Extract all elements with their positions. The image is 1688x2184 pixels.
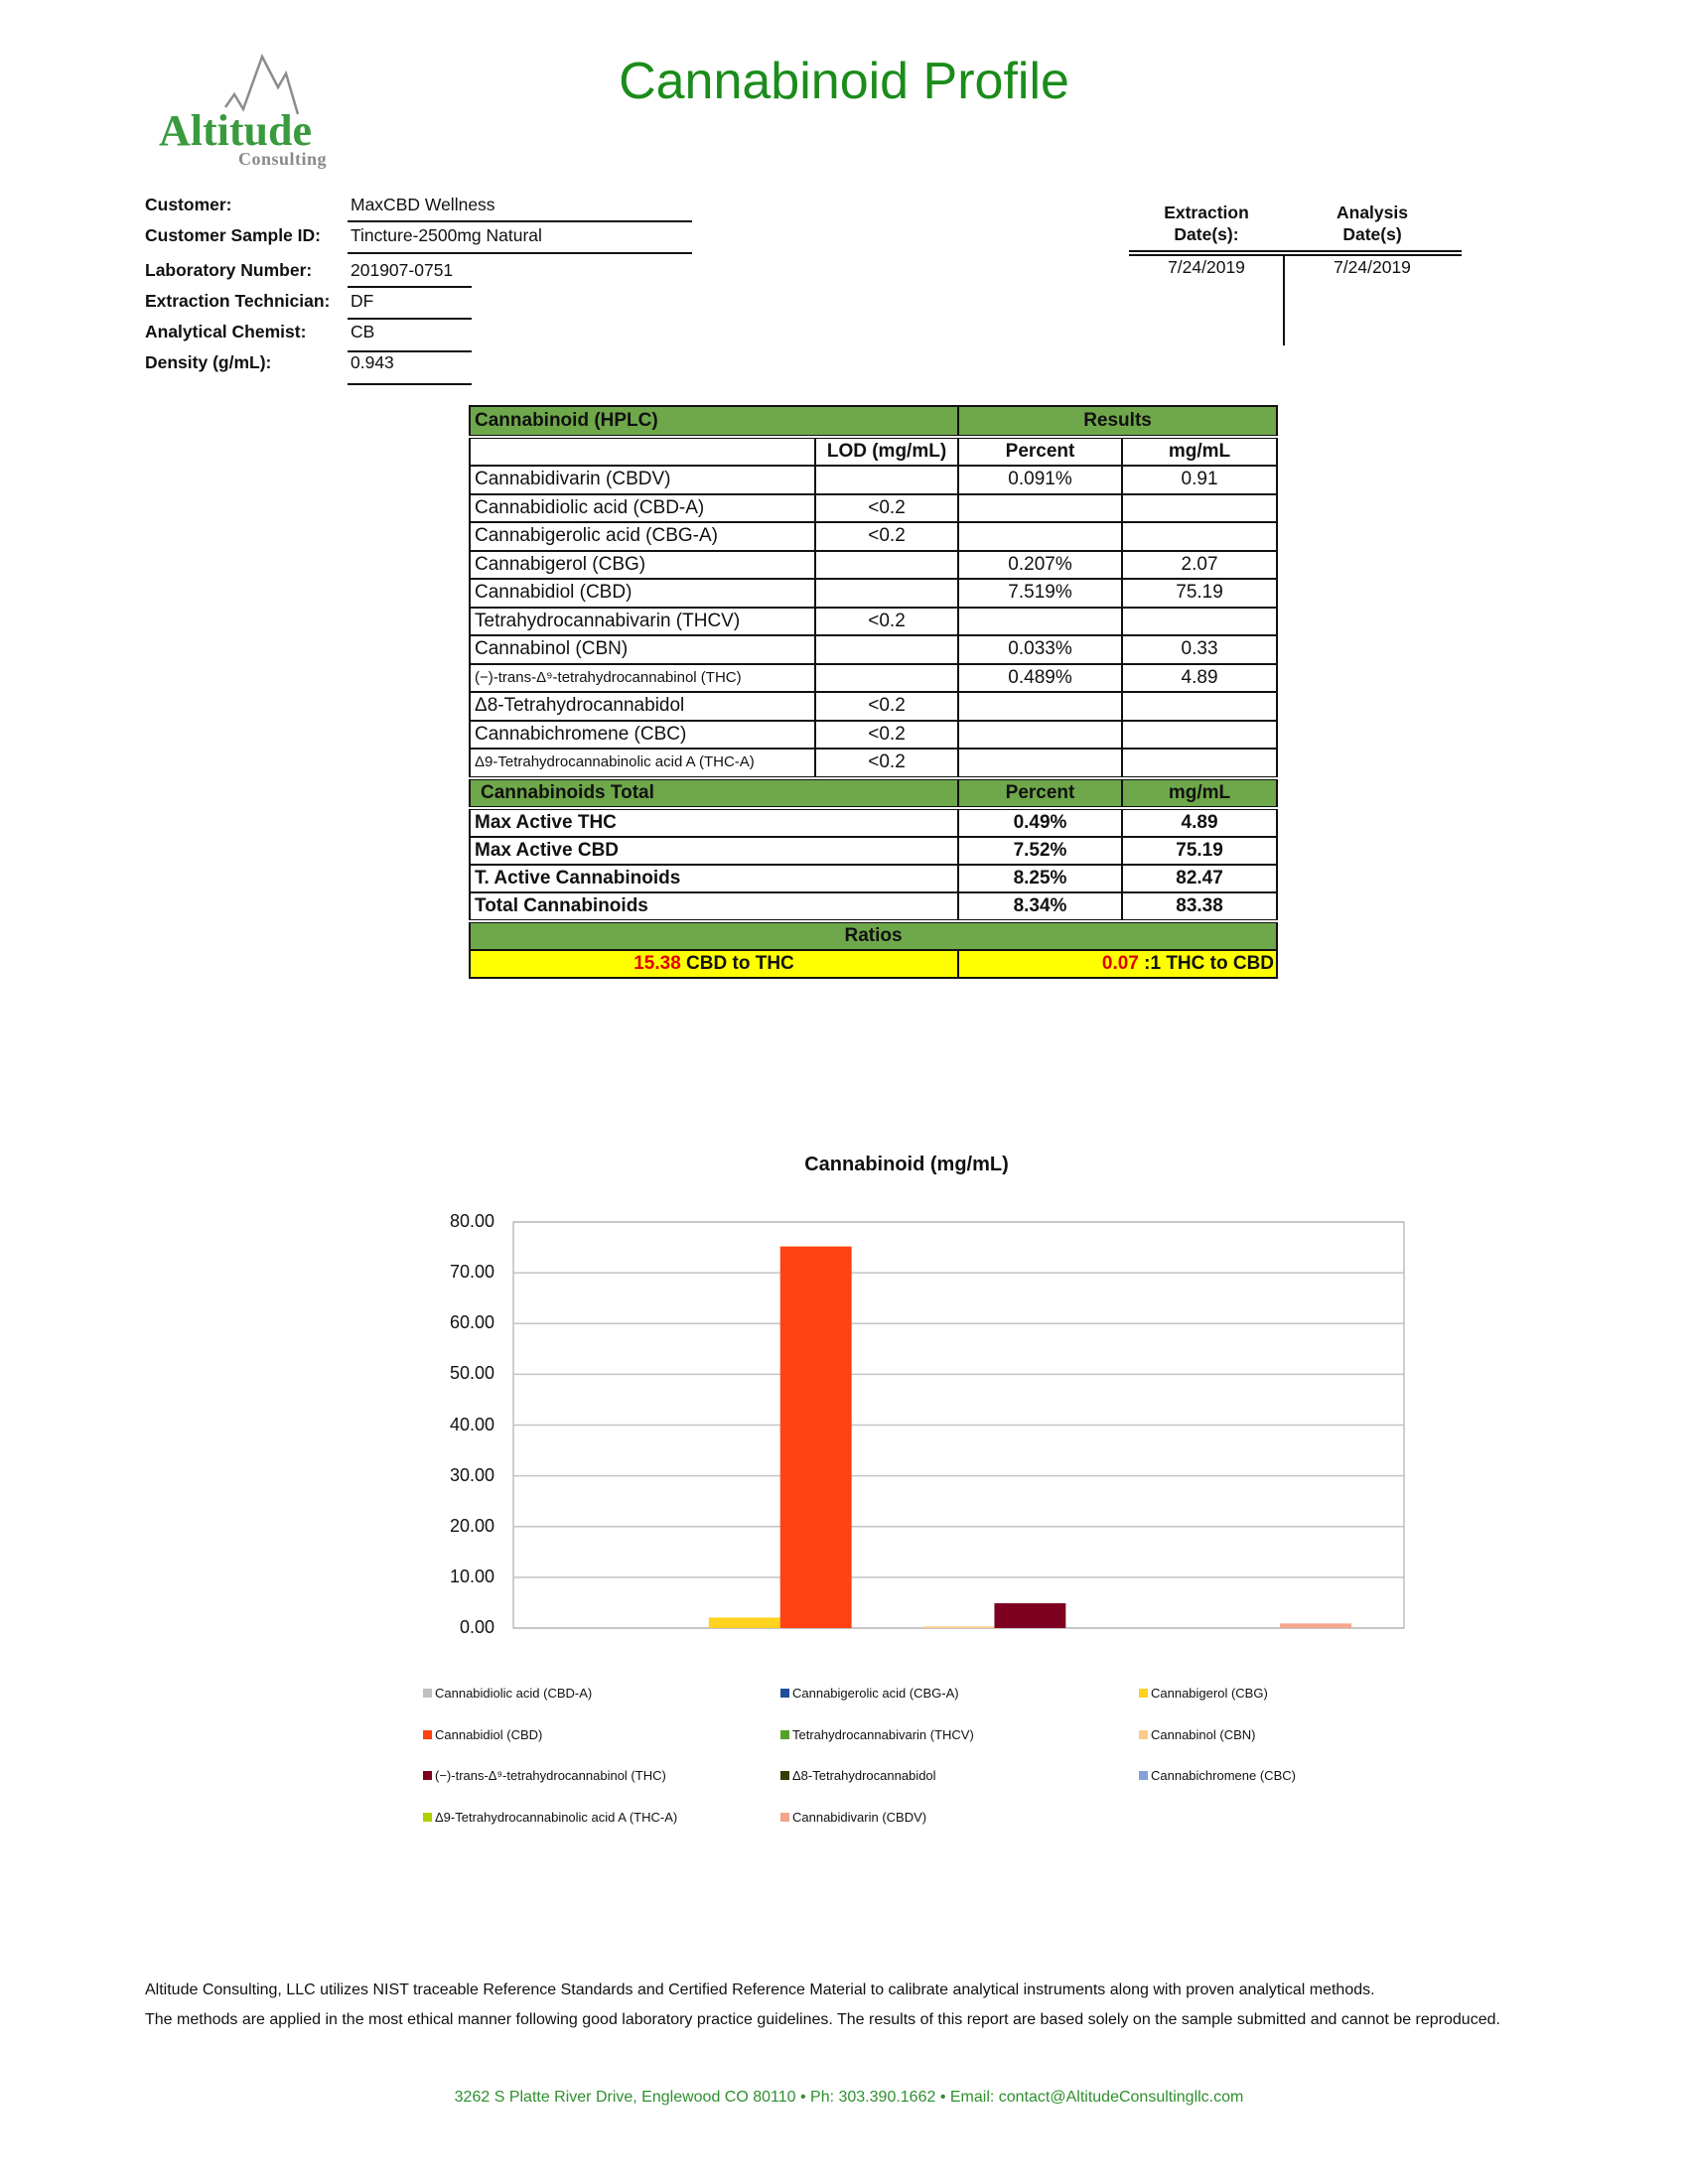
- bar-11: [1280, 1623, 1351, 1628]
- bar-7: [994, 1603, 1065, 1628]
- legend-item: [423, 1686, 592, 1701]
- legend-item: [1139, 1768, 1296, 1783]
- total-mgml: 75.19: [1122, 837, 1277, 865]
- sample-id-value: Tincture-2500mg Natural: [351, 225, 542, 245]
- totals-header-label: Cannabinoids Total: [470, 778, 958, 808]
- extraction-header-line1: Extraction: [1164, 203, 1249, 222]
- analyte-mgml: 0.33: [1122, 635, 1277, 664]
- legend-label: Tetrahydrocannabivarin (THCV): [792, 1727, 974, 1742]
- analyte-percent: 7.519%: [958, 579, 1122, 608]
- technician-value: DF: [351, 291, 374, 311]
- legend-swatch-icon: [780, 1730, 789, 1739]
- density-label: Density (g/mL):: [145, 352, 272, 372]
- analysis-header-line2: Date(s): [1342, 224, 1402, 244]
- legend-item: [423, 1810, 677, 1825]
- lab-number-label: Laboratory Number:: [145, 260, 313, 280]
- subheader-percent: Percent: [958, 437, 1122, 466]
- total-mgml: 82.47: [1122, 865, 1277, 892]
- subheader-mgml: mg/mL: [1122, 437, 1277, 466]
- analyte-percent: 0.207%: [958, 551, 1122, 580]
- legend-item: [1139, 1686, 1268, 1701]
- legend-item: [780, 1686, 959, 1701]
- bar-6: [923, 1626, 995, 1628]
- analyte-lod: <0.2: [815, 749, 958, 778]
- ratio-thc-to-cbd-label: :1 THC to CBD: [1138, 952, 1275, 974]
- analyte-percent: 0.489%: [958, 664, 1122, 693]
- legend-label: Cannabigerol (CBG): [1151, 1686, 1268, 1701]
- legend-label: Cannabidivarin (CBDV): [792, 1810, 927, 1825]
- analyte-name: Δ9-Tetrahydrocannabinolic acid A (THC-A): [470, 749, 815, 778]
- y-tick-label: 20.00: [449, 1515, 494, 1536]
- total-mgml: 83.38: [1122, 892, 1277, 921]
- sample-id-label: Customer Sample ID:: [145, 225, 321, 245]
- total-mgml: 4.89: [1122, 808, 1277, 837]
- y-tick-label: 60.00: [449, 1312, 494, 1333]
- bar-4: [780, 1247, 852, 1628]
- y-tick-label: 10.00: [449, 1566, 494, 1586]
- ratio-cbd-to-thc-label: CBD to THC: [680, 952, 794, 974]
- legend-label: Cannabichromene (CBC): [1151, 1768, 1296, 1783]
- analyte-name: Cannabichromene (CBC): [470, 721, 815, 750]
- page-title: Cannabinoid Profile: [619, 53, 1069, 110]
- analysis-header-line1: Analysis: [1336, 203, 1408, 222]
- legend-swatch-icon: [780, 1771, 789, 1780]
- chemist-value: CB: [351, 322, 375, 341]
- analyte-name: Cannabigerolic acid (CBG-A): [470, 522, 815, 551]
- extraction-date-value: 7/24/2019: [1168, 257, 1245, 277]
- legend-swatch-icon: [1139, 1730, 1148, 1739]
- customer-value: MaxCBD Wellness: [351, 195, 495, 214]
- total-name: Max Active CBD: [470, 837, 958, 865]
- legend-swatch-icon: [1139, 1771, 1148, 1780]
- totals-header-mgml: mg/mL: [1122, 778, 1277, 808]
- total-name: Total Cannabinoids: [470, 892, 958, 921]
- legend-item: [780, 1727, 974, 1742]
- analyte-mgml: 0.91: [1122, 466, 1277, 494]
- legend-label: Δ8-Tetrahydrocannabidol: [792, 1768, 936, 1783]
- legend-swatch-icon: [423, 1689, 432, 1698]
- extraction-header-line2: Date(s):: [1174, 224, 1239, 244]
- totals-header-percent: Percent: [958, 778, 1122, 808]
- logo-wordmark: Altitude: [159, 106, 312, 155]
- analyte-lod: <0.2: [815, 721, 958, 750]
- ratio-thc-to-cbd-value: 0.07: [1101, 952, 1139, 974]
- legend-item: [780, 1768, 936, 1783]
- legend-label: Cannabigerolic acid (CBG-A): [792, 1686, 959, 1701]
- analyte-lod: <0.2: [815, 692, 958, 721]
- legend-item: [1139, 1727, 1256, 1742]
- legend-label: Δ9-Tetrahydrocannabinolic acid A (THC-A): [435, 1810, 678, 1825]
- analyte-name: Δ8-Tetrahydrocannabidol: [470, 692, 815, 721]
- legend-label: Cannabidiolic acid (CBD-A): [435, 1686, 593, 1701]
- chemist-label: Analytical Chemist:: [145, 322, 307, 341]
- y-tick-label: 80.00: [449, 1211, 494, 1231]
- legend-swatch-icon: [423, 1813, 432, 1822]
- y-tick-label: 30.00: [449, 1464, 494, 1485]
- total-percent: 7.52%: [958, 837, 1122, 865]
- analyte-lod: <0.2: [815, 608, 958, 636]
- subheader-lod: LOD (mg/mL): [815, 437, 958, 466]
- ratios-header: Ratios: [470, 921, 1277, 950]
- analyte-name: Cannabidiolic acid (CBD-A): [470, 494, 815, 523]
- analyte-name: Tetrahydrocannabivarin (THCV): [470, 608, 815, 636]
- analyte-percent: 0.033%: [958, 635, 1122, 664]
- legend-item: [423, 1768, 666, 1783]
- total-percent: 0.49%: [958, 808, 1122, 837]
- total-name: T. Active Cannabinoids: [470, 865, 958, 892]
- y-tick-label: 50.00: [449, 1363, 494, 1384]
- bar-3: [709, 1617, 780, 1628]
- legend-item: [780, 1810, 926, 1825]
- legend-item: [423, 1727, 542, 1742]
- analyte-name: (−)-trans-Δ⁹-tetrahydrocannabinol (THC): [470, 664, 815, 693]
- legend-swatch-icon: [780, 1689, 789, 1698]
- footer-contact-address: 3262 S Platte River Drive, Englewood CO 80110 • Ph: 303.390.1662 • Email: contact@AltitudeConsultingllc.com: [454, 2089, 1244, 2106]
- header-results: Results: [958, 406, 1277, 437]
- analyte-name: Cannabinol (CBN): [470, 635, 815, 664]
- density-value: 0.943: [351, 352, 394, 372]
- y-tick-label: 70.00: [449, 1262, 494, 1283]
- logo-subtitle: Consulting: [238, 149, 328, 169]
- analyte-lod: <0.2: [815, 494, 958, 523]
- analyte-mgml: 75.19: [1122, 579, 1277, 608]
- legend-swatch-icon: [1139, 1689, 1148, 1698]
- analyte-name: Cannabidivarin (CBDV): [470, 466, 815, 494]
- chart-title: Cannabinoid (mg/mL): [804, 1154, 1009, 1175]
- legend-swatch-icon: [423, 1730, 432, 1739]
- analysis-date-value: 7/24/2019: [1334, 257, 1411, 277]
- customer-label: Customer:: [145, 195, 232, 214]
- analyte-mgml: 4.89: [1122, 664, 1277, 693]
- header-cannabinoid-hplc: Cannabinoid (HPLC): [470, 406, 958, 437]
- footer-disclaimer-line2: The methods are applied in the most ethical manner following good laboratory practice guidelines. The results of this report are based solely on the sample submitted and cannot be reproduced.: [145, 2011, 1500, 2028]
- legend-label: Cannabidiol (CBD): [435, 1727, 543, 1742]
- legend-swatch-icon: [423, 1771, 432, 1780]
- analyte-name: Cannabigerol (CBG): [470, 551, 815, 580]
- total-percent: 8.25%: [958, 865, 1122, 892]
- total-percent: 8.34%: [958, 892, 1122, 921]
- legend-label: (−)-trans-Δ⁹-tetrahydrocannabinol (THC): [435, 1768, 666, 1783]
- analyte-percent: 0.091%: [958, 466, 1122, 494]
- analyte-lod: <0.2: [815, 522, 958, 551]
- y-tick-label: 0.00: [459, 1617, 494, 1637]
- legend-label: Cannabinol (CBN): [1151, 1727, 1256, 1742]
- total-name: Max Active THC: [470, 808, 958, 837]
- legend-swatch-icon: [780, 1813, 789, 1822]
- footer-disclaimer-line1: Altitude Consulting, LLC utilizes NIST traceable Reference Standards and Certified Reference Material to calibrate analytical instruments along with proven analytical methods.: [145, 1981, 1375, 1998]
- technician-label: Extraction Technician:: [145, 291, 331, 311]
- lab-number-value: 201907-0751: [351, 260, 454, 280]
- analyte-name: Cannabidiol (CBD): [470, 579, 815, 608]
- y-tick-label: 40.00: [449, 1414, 494, 1434]
- analyte-mgml: 2.07: [1122, 551, 1277, 580]
- ratio-cbd-to-thc-value: 15.38: [633, 952, 681, 974]
